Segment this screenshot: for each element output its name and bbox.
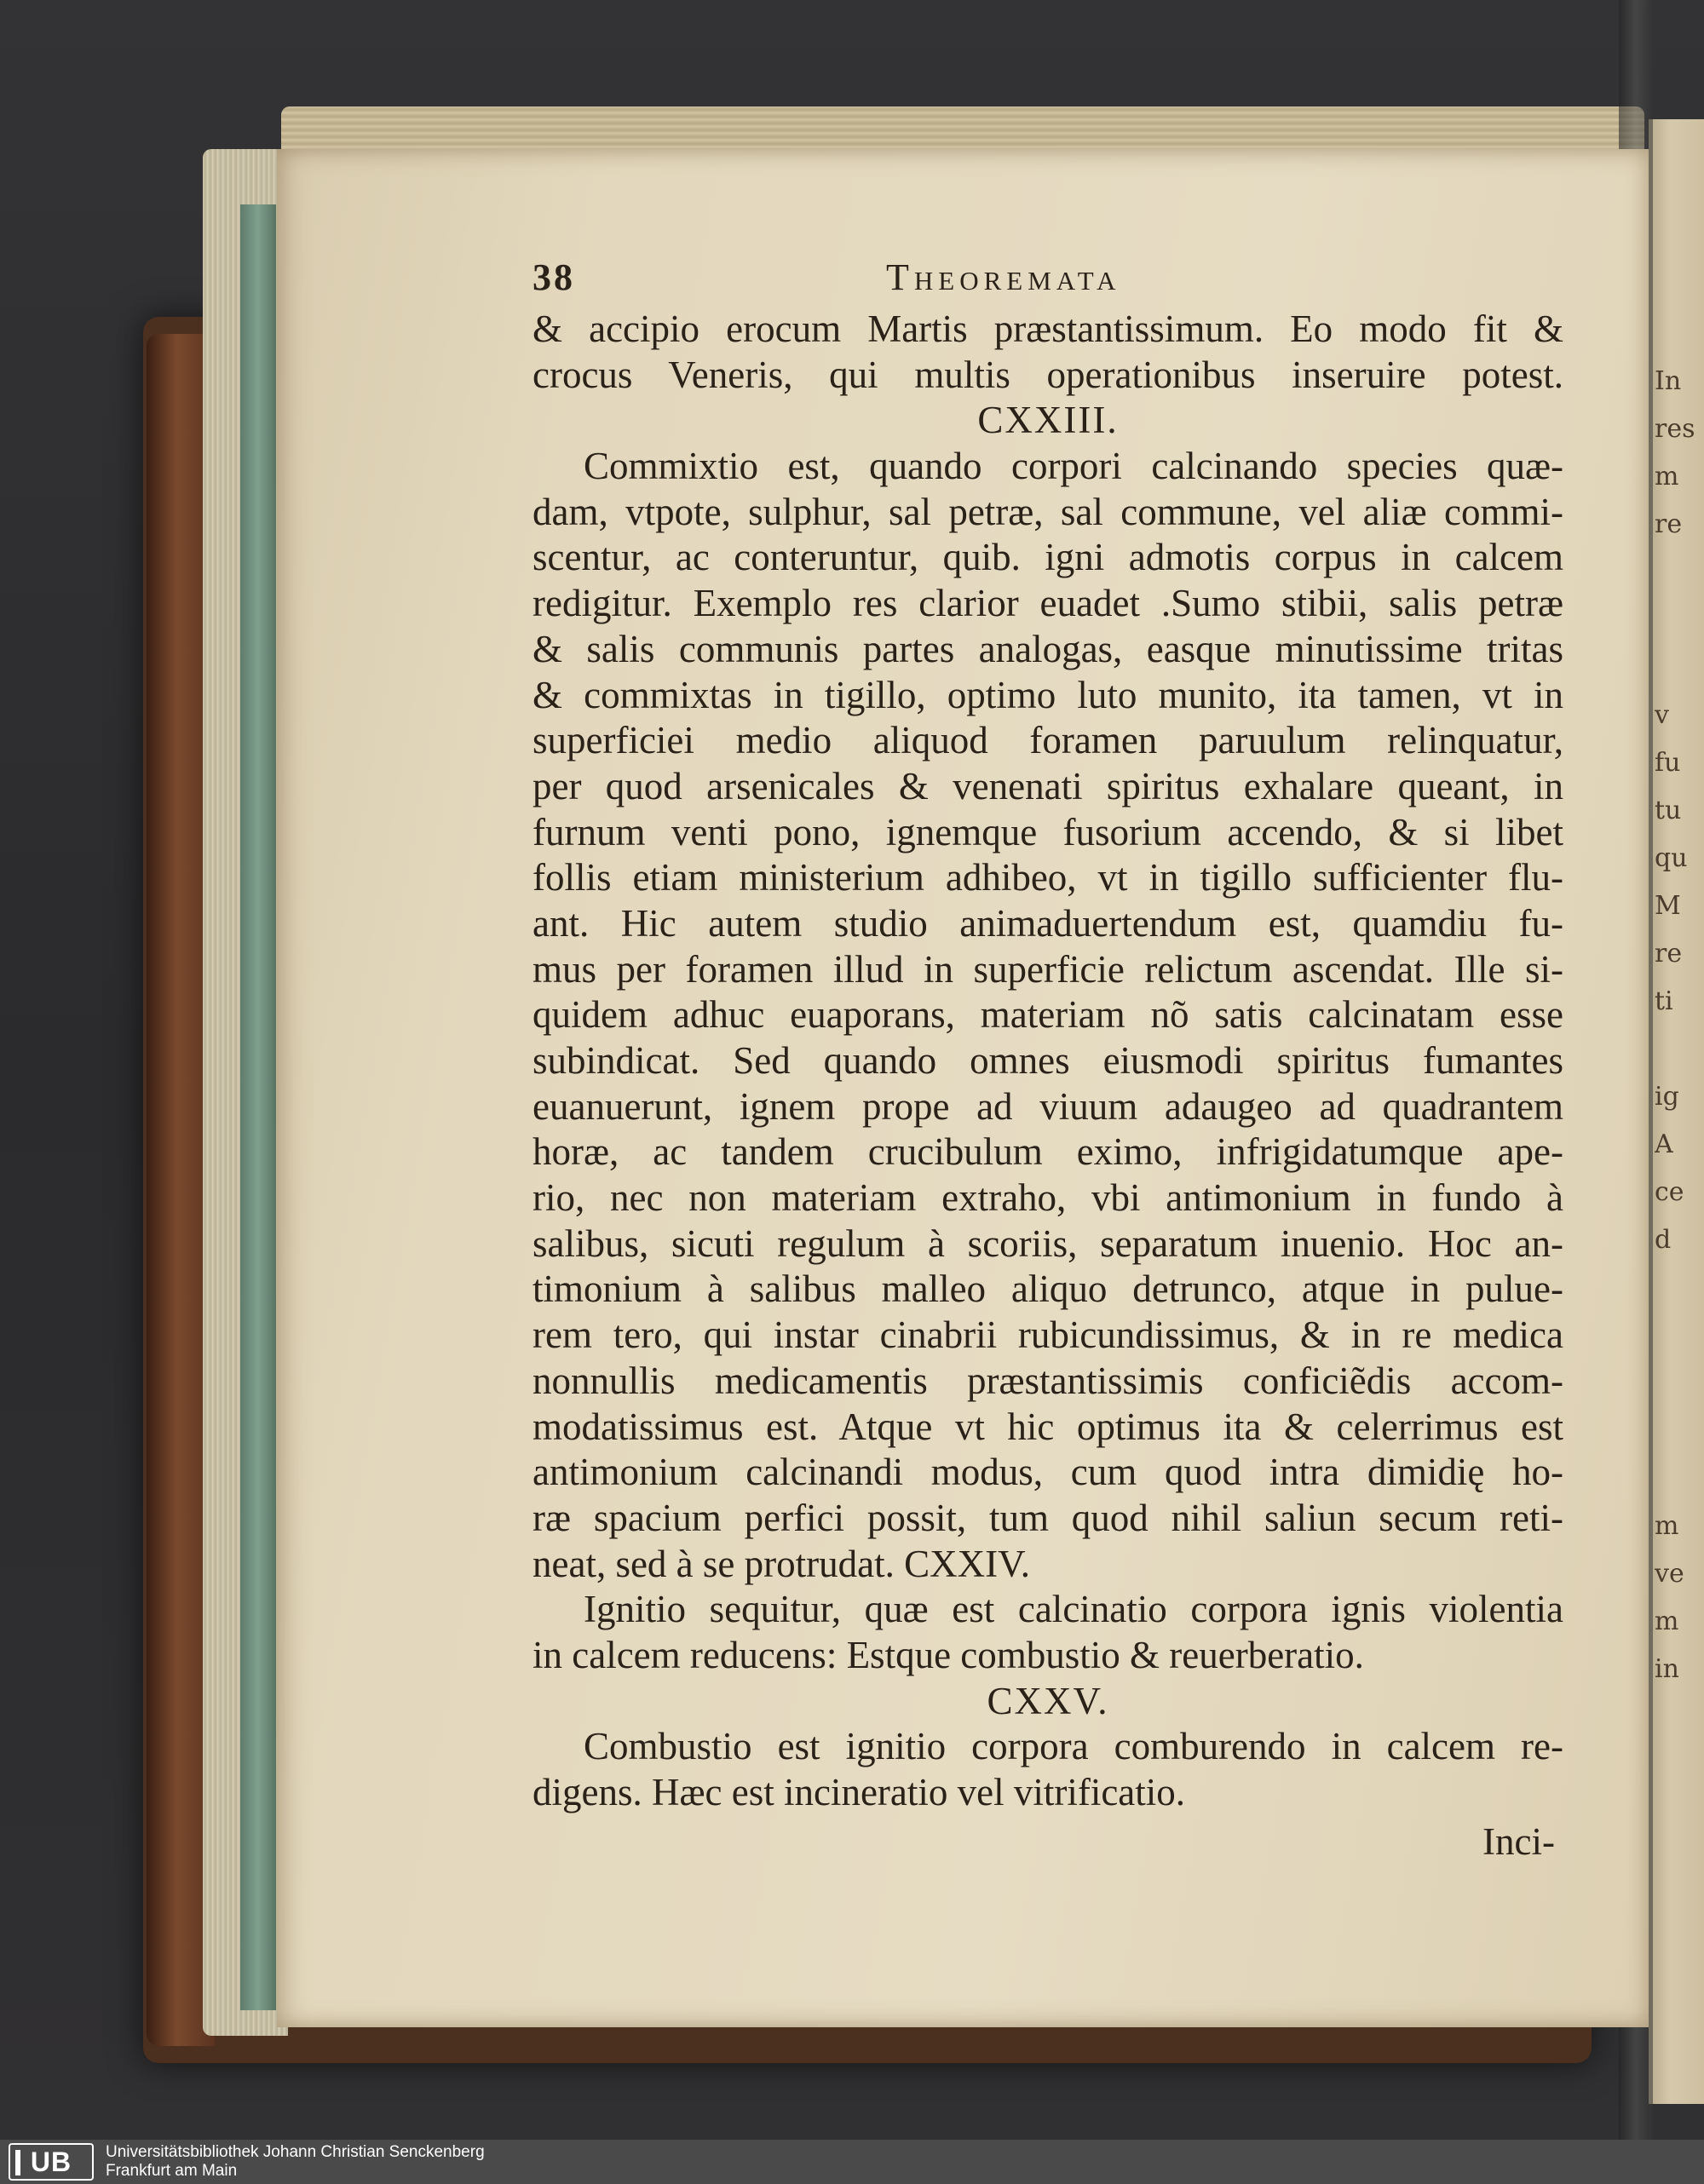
facing-page-fragment bbox=[1655, 1264, 1704, 1312]
running-title: Theoremata bbox=[886, 256, 1121, 298]
text-line: antimonium calcinandi modus, cum quod intra dimidię ho- bbox=[532, 1451, 1563, 1494]
page-text bbox=[532, 256, 1563, 1867]
facing-page-fragment: m bbox=[1655, 1606, 1679, 1636]
text-line: in calcem reducens: Estque combustio & reuerberatio. bbox=[532, 1633, 1364, 1676]
page-number: 38 bbox=[532, 256, 575, 298]
text-line: Commixtio est, quando corpori calcinando species quæ- bbox=[584, 445, 1563, 488]
text-line: timonium à salibus malleo aliquo detrunco, atque in pulue- bbox=[532, 1267, 1563, 1311]
text-line: dam, vtpote, sulphur, sal petræ, sal commune, vel aliæ commi- bbox=[532, 490, 1563, 533]
facing-page-fragment bbox=[1655, 1359, 1704, 1407]
facing-page-fragment bbox=[1655, 596, 1704, 644]
facing-page-fragment: ve bbox=[1655, 1559, 1684, 1589]
text-line: per quod arsenicales & venenati spiritus exhalare queant, in bbox=[532, 764, 1563, 808]
facing-page-fragment: m bbox=[1655, 462, 1679, 491]
facing-page-fragment bbox=[1655, 549, 1704, 596]
facing-page-fragment: ig bbox=[1655, 1082, 1679, 1112]
text-line: euanuerunt, ignem prope ad viuum adaugeo ad quadrantem bbox=[532, 1084, 1563, 1128]
footer-bar bbox=[0, 2140, 1704, 2184]
facing-page-fragment: In bbox=[1655, 366, 1682, 396]
text-line: rem tero, qui instar cinabrii rubicundissimus, & in re medica bbox=[532, 1313, 1563, 1357]
text-line: scentur, ac conteruntur, quib. igni admotis corpus in calcem bbox=[532, 536, 1563, 579]
institution-line-1: Universitätsbibliothek Johann Christian Senckenberg bbox=[106, 2143, 485, 2161]
facing-page-fragment: A bbox=[1655, 1129, 1673, 1159]
text-line: rio, nec non materiam extraho, vbi antimonium in fundo à bbox=[532, 1176, 1563, 1220]
text-line: modatissimus est. Atque vt hic optimus ita & celerrimus est bbox=[532, 1405, 1563, 1448]
facing-page-fragment bbox=[1655, 1455, 1704, 1503]
text-line: ræ spacium perfici possit, tum quod nihil saliun secum reti- bbox=[532, 1496, 1563, 1539]
facing-page-fragment bbox=[1655, 1026, 1704, 1073]
facing-page-fragment bbox=[1655, 1693, 1704, 1741]
text-line: Combustio est ignitio corpora comburendo in calcem re- bbox=[584, 1725, 1563, 1768]
institution-line-2: Frankfurt am Main bbox=[106, 2162, 238, 2180]
text-line: & salis communis partes analogas, easque minutissime tritas bbox=[532, 627, 1563, 670]
logo-bar-icon bbox=[15, 2150, 20, 2175]
page-edges-colored bbox=[240, 204, 276, 2010]
text-line: redigitur. Exemplo res clarior euadet .Sumo stibii, salis petræ bbox=[532, 582, 1563, 625]
facing-page-fragment: qu bbox=[1655, 843, 1688, 873]
facing-page-fragment bbox=[1655, 1312, 1704, 1359]
facing-page-fragment: re bbox=[1655, 509, 1683, 539]
facing-page-fragment: in bbox=[1655, 1654, 1679, 1684]
facing-page-fragment bbox=[1655, 1741, 1704, 1789]
facing-page-fragment bbox=[1655, 1789, 1704, 1836]
facing-page-fragment: ti bbox=[1655, 986, 1673, 1016]
text-line: subindicat. Sed quando omnes eiusmodi spiritus fumantes bbox=[532, 1039, 1563, 1082]
text-line: Ignitio sequitur, quæ est calcinatio corpora ignis violentia bbox=[584, 1588, 1563, 1631]
text-line: follis etiam ministerium adhibeo, vt in tigillo sufficienter flu- bbox=[532, 856, 1563, 899]
facing-page-fragment: d bbox=[1655, 1225, 1672, 1255]
section-heading: CXXV. bbox=[987, 1679, 1109, 1722]
facing-page-fragment: tu bbox=[1655, 796, 1682, 825]
facing-page-fragment: v bbox=[1655, 700, 1669, 730]
facing-page-fragment bbox=[1655, 1836, 1704, 1884]
facing-page-fragment bbox=[1655, 644, 1704, 692]
facing-page-text-fragments bbox=[1655, 358, 1704, 1932]
facing-page-fragment: re bbox=[1655, 939, 1683, 968]
text-line: crocus Veneris, qui multis operationibus inseruire potest. bbox=[532, 353, 1563, 396]
ub-logo bbox=[9, 2143, 94, 2181]
text-line: salibus, sicuti regulum à scoriis, separatum inuenio. Hoc an- bbox=[532, 1221, 1563, 1265]
facing-page-fragment: M bbox=[1655, 891, 1681, 921]
text-line: & commixtas in tigillo, optimo luto munito, ita tamen, vt in bbox=[532, 673, 1563, 716]
facing-page-fragment: ce bbox=[1655, 1177, 1684, 1207]
text-line: digens. Hæc est incineratio vel vitrificatio. bbox=[532, 1771, 1186, 1813]
facing-page-fragment: m bbox=[1655, 1511, 1679, 1541]
facing-page-fragment bbox=[1655, 1884, 1704, 1932]
text-line: ant. Hic autem studio animaduertendum est, quamdiu fu- bbox=[532, 901, 1563, 945]
facing-page-fragment: fu bbox=[1655, 748, 1681, 778]
institution-name bbox=[106, 2143, 485, 2181]
facing-page-fragment bbox=[1655, 1407, 1704, 1455]
page-header bbox=[532, 256, 1563, 307]
text-line: neat, sed à se protrudat. CXXIV. bbox=[532, 1542, 1031, 1585]
catchword: Inci- bbox=[1482, 1819, 1555, 1863]
text-line: horæ, ac tandem crucibulum eximo, infrigidatumque ape- bbox=[532, 1130, 1563, 1174]
text-line: superficiei medio aliquod foramen paruulum relinquatur, bbox=[532, 719, 1563, 762]
text-line: & accipio erocum Martis præstantissimum. Eo modo fit & bbox=[532, 307, 1563, 350]
ub-logo-text: UB bbox=[30, 2146, 72, 2177]
facing-page-fragment: res bbox=[1655, 414, 1695, 444]
text-line: nonnullis medicamentis præstantissimis conficiẽdis accom- bbox=[532, 1359, 1563, 1402]
text-line: quidem adhuc euaporans, materiam nõ satis calcinatam esse bbox=[532, 993, 1563, 1037]
text-line: furnum venti pono, ignemque fusorium accendo, & si libet bbox=[532, 810, 1563, 853]
text-line: mus per foramen illud in superficie relictum ascendat. Ille si- bbox=[532, 947, 1563, 991]
section-heading: CXXIII. bbox=[977, 399, 1119, 442]
body-text bbox=[532, 307, 1563, 1816]
